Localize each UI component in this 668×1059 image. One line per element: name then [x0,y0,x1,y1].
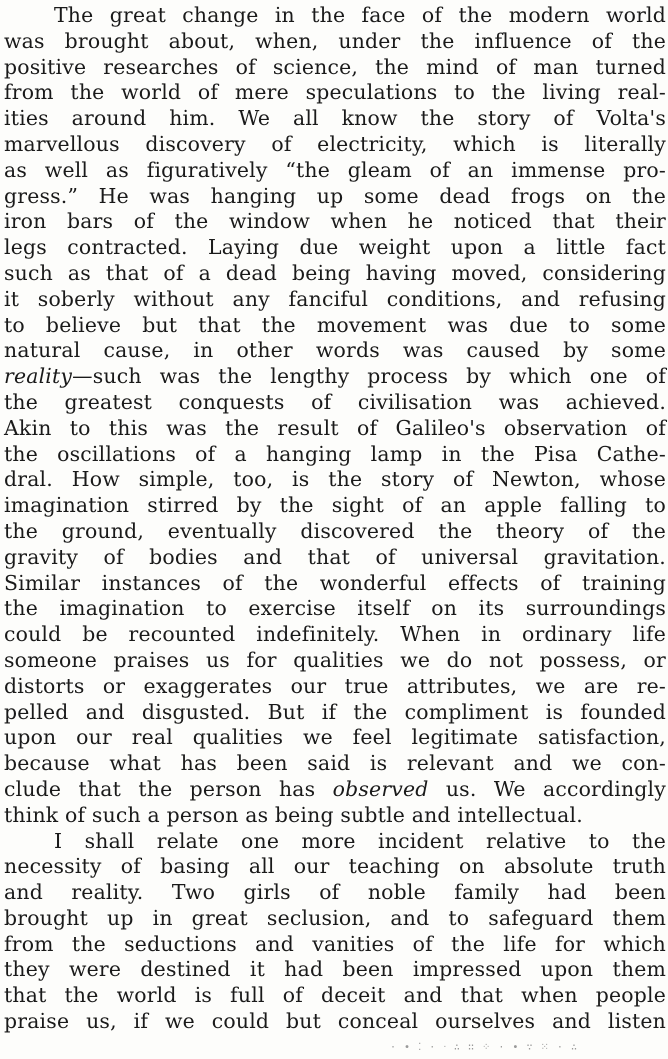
text-line: gress.” He was hanging up some dead frogs on the [4,183,666,208]
text-line: brought up in great seclusion, and to safeguard them [4,905,666,930]
text-line: dral. How simple, too, is the story of Newton, whose [4,467,666,492]
text-line: legs contracted. Laying due weight upon a little fact [4,235,666,260]
text-line: it soberly without any fanciful conditions, and refusing [4,286,666,311]
text-line: someone praises us for qualities we do not possess, or [4,647,666,672]
text-line: the oscillations of a hanging lamp in the Pisa Cathe- [4,441,666,466]
text-line: from the seductions and vanities of the life for which [4,931,666,956]
text-line: the imagination to exercise itself on its surroundings [4,596,666,621]
text-line [4,364,666,390]
text-line: Akin to this was the result of Galileo's observation of [4,415,666,440]
text-line: gravity of bodies and that of universal gravitation. [4,544,666,569]
text-line: and reality. Two girls of noble family had been [4,880,666,905]
scan-noise: · ∙ ⁚ · ᐧ ∴ ∷ ⁘ · ∙ ∵ ⁙ · ∴ [390,1042,578,1053]
text-line: marvellous discovery of electricity, which is literally [4,131,666,156]
text-line: distorts or exaggerates our true attributes, we are re- [4,673,666,698]
text-line: from the world of mere speculations to the living real- [4,80,666,105]
text-line: was brought about, when, under the influence of the [4,28,666,53]
italic-word: reality [4,364,73,389]
text-line: necessity of basing all our teaching on absolute truth [4,854,666,879]
text-line: The great change in the face of the modern world [54,3,666,27]
text-line: ities around him. We all know the story of Volta's [4,106,666,131]
text-line: they were destined it had been impressed upon them [4,957,666,982]
text-line: iron bars of the window when he noticed that their [4,209,666,234]
text-line: positive researches of science, the mind of man turned [4,54,666,79]
text-line: such as that of a dead being having moved, considering [4,260,666,285]
text-line: pelled and disgusted. But if the compliment is founded [4,699,666,724]
text-line: imagination stirred by the sight of an apple falling to [4,493,666,518]
text-span: —such was the lengthy process by which one of [72,364,666,389]
text-line: natural cause, in other words was caused by some [4,338,666,363]
text-line: think of such a person as being subtle and intellectual. [4,802,583,827]
text-column [4,3,666,1035]
text-line: that the world is full of deceit and that when people [4,983,666,1008]
text-span: us. We accordingly [428,776,666,801]
text-line: praise us, if we could but conceal ourselves and listen [4,1009,666,1034]
text-line: the greatest conquests of civilisation was achieved. [4,389,666,414]
text-line: Similar instances of the wonderful effects of training [4,570,666,595]
text-line: the ground, eventually discovered the theory of the [4,518,666,543]
text-line: I shall relate one more incident relative to the [54,828,666,853]
text-line: because what has been said is relevant and we con- [4,751,666,776]
text-line [4,777,666,803]
text-line: to believe but that the movement was due to some [4,312,666,337]
text-span: clude that the person has [4,776,333,801]
text-line: as well as figuratively “the gleam of an immense pro- [4,157,666,182]
italic-word: observed [332,776,429,801]
text-line: could be recounted indefinitely. When in ordinary life [4,622,666,647]
text-line: upon our real qualities we feel legitimate satisfaction, [4,725,666,750]
